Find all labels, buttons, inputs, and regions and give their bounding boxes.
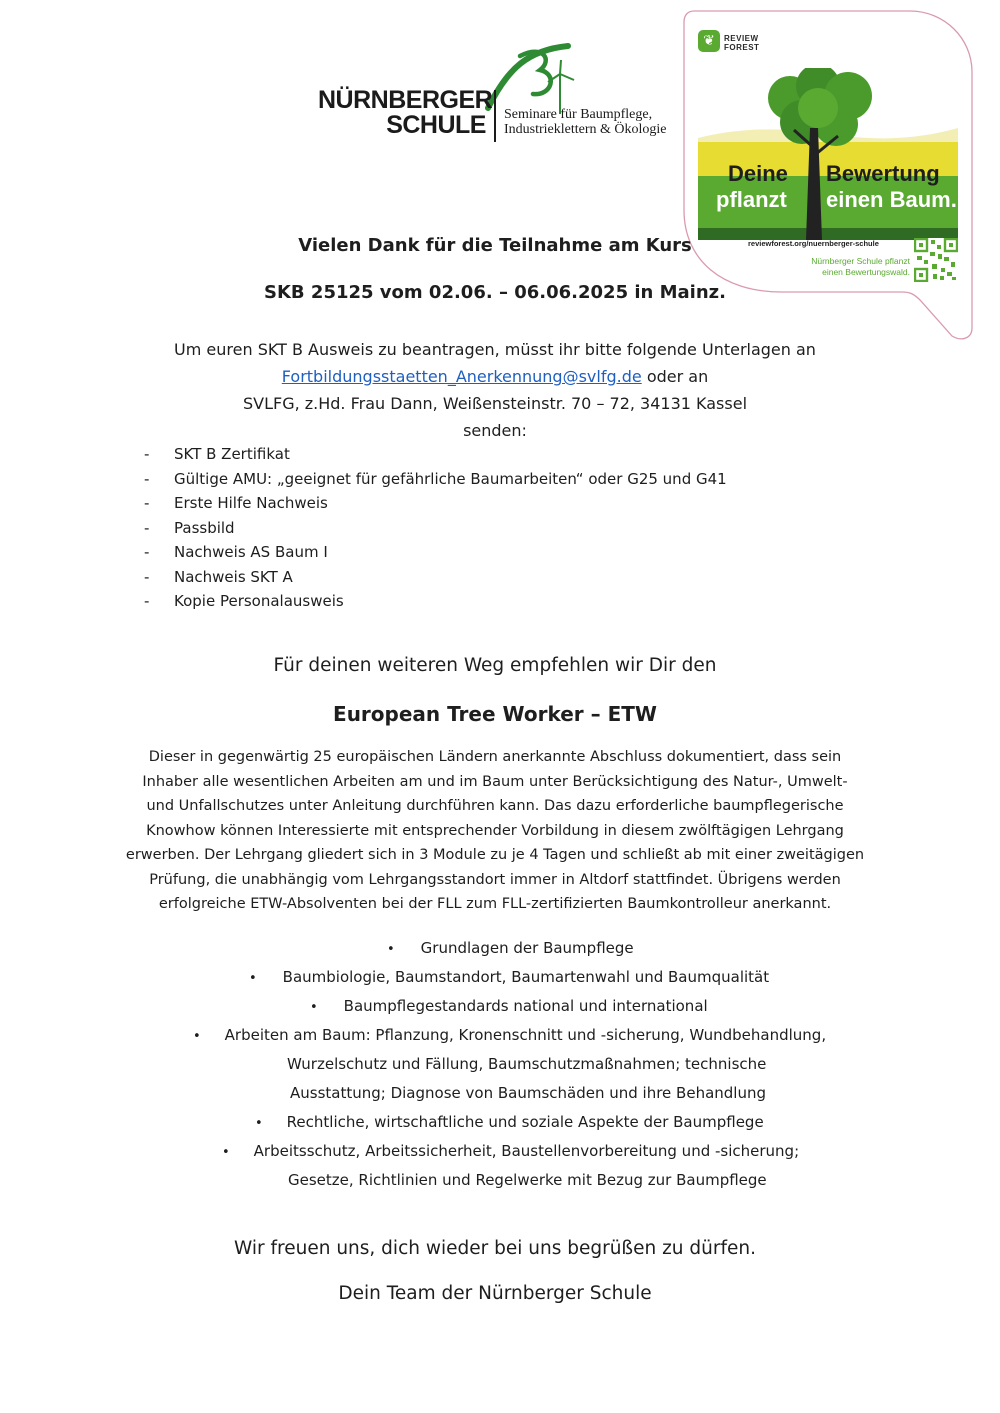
list-item: • Rechtliche, wirtschaftliche und soziale Aspekte der Baumpflege	[255, 1113, 764, 1131]
school-logo	[318, 38, 678, 148]
list-item: • Grundlagen der Baumpflege	[387, 939, 634, 957]
intro-line: Um euren SKT B Ausweis zu beantragen, müsst ihr bitte folgende Unterlagen an	[174, 340, 816, 359]
list-item-continued: Ausstattung; Diagnose von Baumschäden und ihre Behandlung	[290, 1084, 766, 1102]
list-item: • Baumpflegestandards national und international	[310, 997, 708, 1015]
postal-address: SVLFG, z.Hd. Frau Dann, Weißensteinstr. 70 – 72, 34131 Kassel	[242, 394, 748, 413]
qr-code-icon[interactable]	[914, 238, 958, 282]
review-forest-badge	[698, 30, 778, 56]
list-item: - Nachweis SKT A	[144, 565, 844, 590]
dash-bullet: -	[144, 469, 150, 488]
signature-line: Dein Team der Nürnberger Schule	[338, 1283, 652, 1304]
dash-bullet: -	[144, 567, 150, 586]
leaf-icon: ❦	[698, 30, 720, 52]
list-item: - Nachweis AS Baum I	[144, 540, 844, 565]
dash-bullet: -	[144, 543, 150, 561]
list-item: - Kopie Personalausweis	[144, 589, 844, 614]
dash-bullet: -	[144, 518, 150, 537]
dash-bullet: -	[144, 494, 150, 512]
logo-name-line1: NÜRNBERGER	[318, 86, 493, 114]
logo-tagline-line1: Seminare für Baumpflege,	[504, 107, 653, 122]
logo-divider	[494, 90, 496, 142]
bullet-dot: •	[222, 1145, 230, 1160]
dash-bullet: -	[144, 592, 150, 610]
etw-description: Dieser in gegenwärtig 25 europäischen Ländern anerkannte Abschluss dokumentiert, dass sein Inhaber alle wesentlichen Arbeiten am und im Baum unter Berücksichtigung des Natur-, Umwelt- und Unfallschutzes unter Anleitung durchführen kann. Das dazu erforderliche baumpflegerische Knowhow können Interessierte mit entsprechender Vorbildung in diesem zwölftägigen Lehrgang erwerben. Der Lehrgang gliedert sich in 3 Module zu je 4 Tagen und schließt ab mit einer zweitägigen Prüfung, die unabhängig vom Lehrgangsstandort immer in Altdorf stattfindet. Übrigens werden erfolgreiche ETW-Absolventen bei der FLL zum FLL-zertifizierten Baumkontrolleur anerkannt.	[125, 749, 865, 912]
slogan-word-bewertung: Bewertung	[826, 161, 940, 186]
recommend-intro: Für deinen weiteren Weg empfehlen wir Dir den	[273, 655, 717, 676]
dash-bullet: -	[144, 445, 150, 463]
list-item: • Arbeitsschutz, Arbeitssicherheit, Baustellenvorbereitung und -sicherung;	[222, 1142, 800, 1160]
bullet-dot: •	[193, 1029, 201, 1044]
list-item: • Baumbiologie, Baumstandort, Baumartenwahl und Baumqualität	[249, 968, 770, 986]
logo-name-line2: SCHULE	[386, 111, 486, 139]
slogan-words-einen-baum: einen Baum.	[826, 187, 957, 212]
review-url[interactable]: reviewforest.org/nuernberger-schule	[748, 239, 879, 248]
forest-illustration	[698, 68, 958, 240]
tree-icon	[698, 68, 958, 240]
bullet-dot: •	[255, 1116, 263, 1131]
etw-title: European Tree Worker – ETW	[333, 702, 657, 726]
badge-text-review: REVIEW	[724, 34, 759, 43]
list-item: • Arbeiten am Baum: Pflanzung, Kronenschnitt und -sicherung, Wundbehandlung,	[193, 1026, 827, 1044]
badge-text-forest: FOREST	[724, 43, 760, 52]
list-item-continued: Gesetze, Richtlinien und Regelwerke mit Bezug zur Baumpflege	[288, 1171, 767, 1189]
slogan-word-pflanzt: pflanzt	[716, 187, 787, 212]
slogan-word-deine: Deine	[728, 161, 788, 186]
list-item: - SKT B Zertifikat	[144, 442, 844, 467]
bullet-dot: •	[387, 942, 395, 957]
list-item: - Gültige AMU: „geeignet für gefährliche Baumarbeiten“ oder G25 und G41	[144, 467, 844, 492]
email-link[interactable]: Fortbildungsstaetten_Anerkennung@svlfg.de	[281, 367, 642, 386]
review-note-line1: Nürnberger Schule pflanzt	[811, 256, 910, 266]
course-heading: SKB 25125 vom 02.06. – 06.06.2025 in Mainz.	[264, 282, 726, 303]
bullet-dot: •	[249, 971, 257, 986]
documents-list	[144, 442, 844, 614]
closing-line: Wir freuen uns, dich wieder bei uns begrüßen zu dürfen.	[234, 1238, 756, 1259]
list-item-continued: Wurzelschutz und Fällung, Baumschutzmaßnahmen; technische	[287, 1055, 767, 1073]
list-item: - Erste Hilfe Nachweis	[144, 491, 844, 516]
review-note-line2: einen Bewertungswald.	[822, 267, 910, 277]
list-item: - Passbild	[144, 516, 844, 541]
intro-or: oder an	[646, 367, 709, 386]
bullet-dot: •	[310, 1000, 318, 1015]
intro-send: senden:	[463, 421, 527, 440]
thank-you-heading: Vielen Dank für die Teilnahme am Kurs	[298, 235, 692, 256]
logo-tagline-line2: Industrieklettern & Ökologie	[504, 122, 667, 137]
